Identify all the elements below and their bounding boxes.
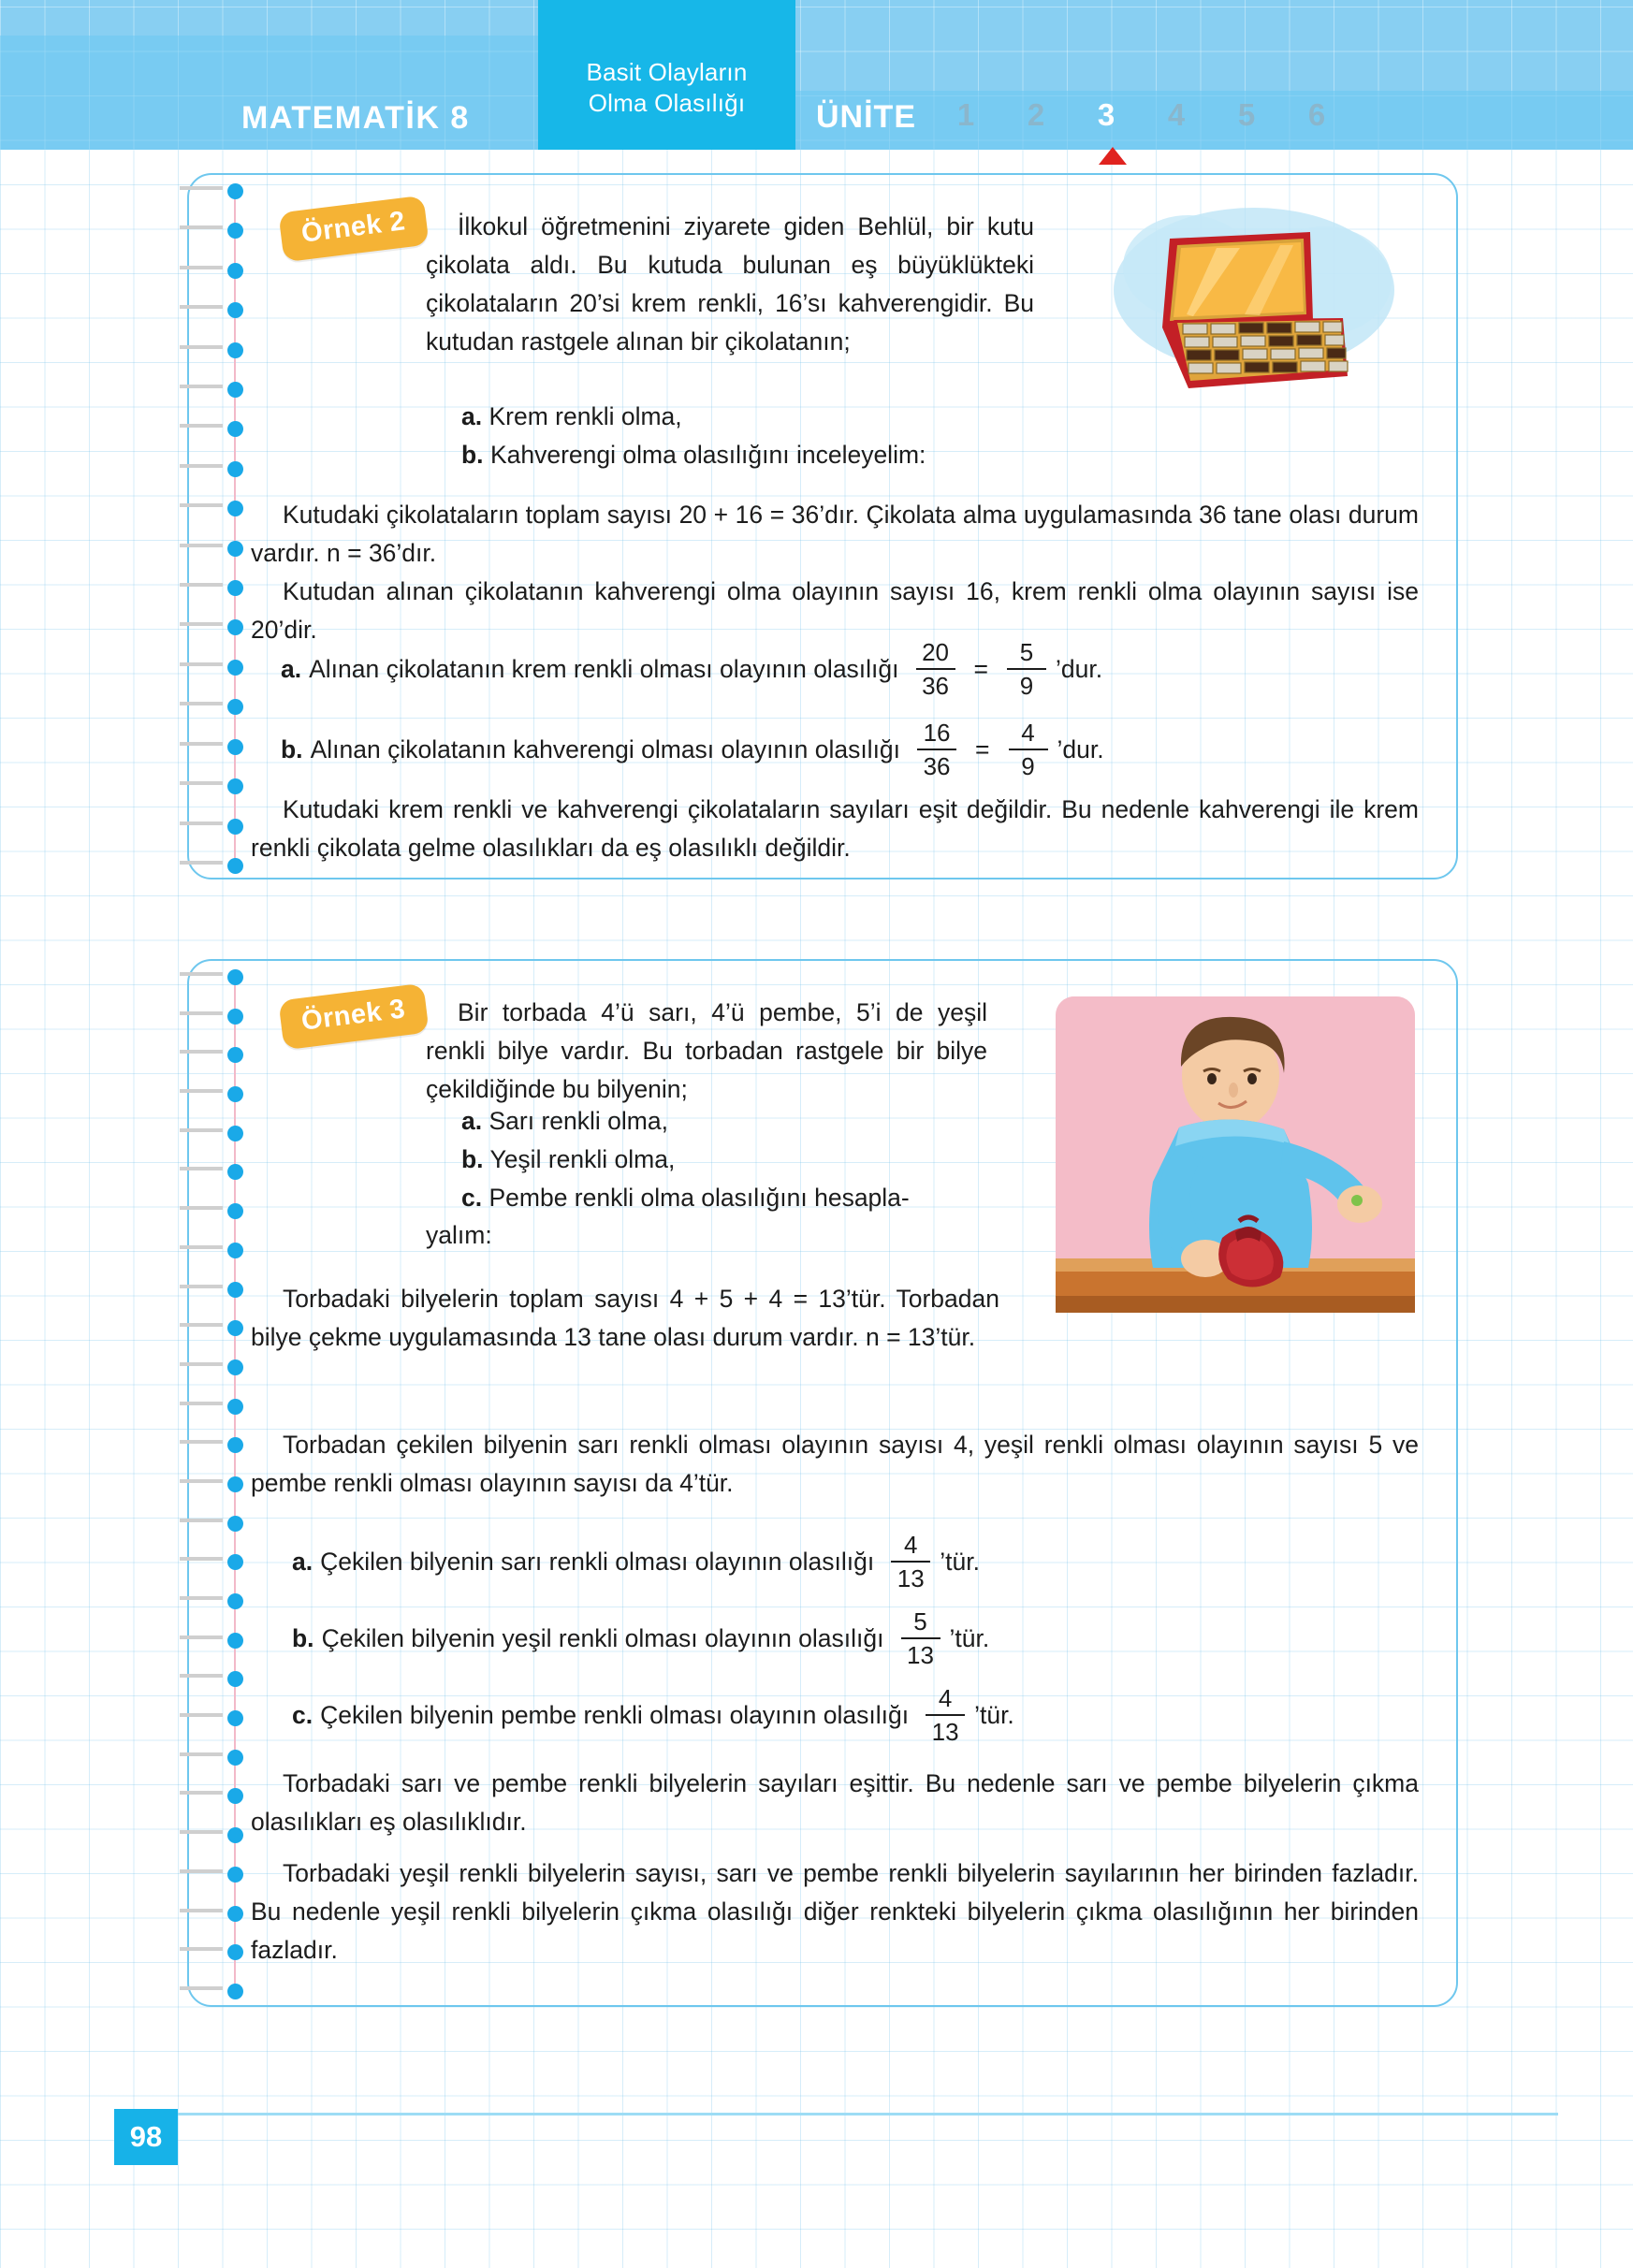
spiral-ring — [180, 1476, 243, 1490]
unit-number-1[interactable]: 1 — [956, 97, 975, 132]
spiral-ring — [180, 1827, 243, 1840]
example-3-paragraph-2 — [251, 1426, 1419, 1503]
spiral-ring — [180, 1009, 243, 1022]
spiral-ring — [180, 1126, 243, 1139]
topic-line-2: Olma Olasılığı — [588, 89, 746, 117]
example-2-answer-a — [281, 640, 1102, 698]
fraction-denominator: 36 — [923, 752, 951, 780]
item-text-c: Pembe renkli olma olasılığını hesapla- — [488, 1184, 910, 1212]
spiral-ring — [180, 302, 243, 315]
spiral-ring — [180, 382, 243, 395]
equals-sign: = — [973, 654, 989, 683]
spiral-ring — [180, 1867, 243, 1880]
answer-tail-a: ’dur. — [1056, 654, 1103, 683]
example-3-paragraph-1 — [251, 1280, 999, 1357]
example-3-answer-a — [292, 1533, 980, 1591]
item-label-b: b. — [461, 1145, 484, 1173]
spiral-ring — [180, 660, 243, 673]
example-3-item-list — [461, 1102, 1023, 1217]
answer-text-c: Çekilen bilyenin pembe renkli olması olayının olasılığı — [320, 1700, 910, 1729]
example-2-item-list — [461, 398, 1042, 474]
spiral-ring — [180, 1554, 243, 1567]
fraction-5-over-9 — [1001, 640, 1052, 698]
example-2-paragraph-2 — [251, 573, 1419, 649]
spiral-ring — [180, 699, 243, 712]
fraction-denominator: 13 — [907, 1641, 934, 1669]
unit-number-5[interactable]: 5 — [1237, 97, 1256, 132]
answer-label-c: c. — [292, 1700, 313, 1729]
example-2-paragraph-1 — [251, 496, 1419, 573]
example-3-answer-b — [292, 1609, 989, 1667]
answer-label-a: a. — [292, 1547, 313, 1576]
item-label-a: a. — [461, 402, 483, 430]
spiral-ring — [180, 969, 243, 982]
spiral-ring — [180, 778, 243, 792]
spiral-ring — [180, 183, 243, 196]
example-2-intro-text: İlkokul öğretmenini ziyarete giden Behlül, bir kutu çikolata aldı. Bu kutuda bulunan eş büyüklükteki çikolataların 20’si krem renkli, 16’sı kahverengidir. Bu kutudan rastgele alınan bir çikolatanın; — [426, 212, 1034, 356]
answer-tail-c: ’tür. — [974, 1700, 1014, 1729]
item-text-a: Krem renkli olma, — [488, 402, 682, 430]
spiral-ring — [180, 1750, 243, 1763]
footer-rule — [178, 2113, 1558, 2115]
spiral-ring — [180, 1788, 243, 1801]
spiral-ring — [180, 1671, 243, 1684]
example-2-intro — [426, 208, 1034, 361]
spiral-ring — [180, 461, 243, 474]
spiral-ring — [180, 541, 243, 554]
spiral-ring — [180, 1164, 243, 1177]
unit-number-2[interactable]: 2 — [1027, 97, 1045, 132]
example-3-closing-1 — [251, 1765, 1419, 1841]
spiral-ring — [180, 1243, 243, 1256]
example-3-item-b — [461, 1141, 1023, 1179]
spiral-ring — [180, 858, 243, 871]
fraction-20-over-36 — [911, 640, 961, 698]
item-text-b: Yeşil renkli olma, — [489, 1145, 676, 1173]
answer-label-b: b. — [281, 734, 303, 763]
answer-text-a: Çekilen bilyenin sarı renkli olması olayının olasılığı — [320, 1547, 875, 1576]
spiral-ring — [180, 819, 243, 832]
fraction-denominator: 36 — [922, 672, 949, 700]
example-3-answer-c — [292, 1686, 1014, 1744]
answer-tail-b: ’tür. — [949, 1623, 990, 1652]
example-3-intro-text: Bir torbada 4’ü sarı, 4’ü pembe, 5’i de yeşil renkli bilye vardır. Bu torbadan rastgele bir bilye çekildiğinde bu bilyenin; — [426, 998, 987, 1103]
topic-line-1: Basit Olayların — [586, 57, 748, 86]
item-text-a: Sarı renkli olma, — [488, 1107, 668, 1135]
chocolate-box-illustration — [1076, 178, 1432, 398]
spiral-ring — [180, 1437, 243, 1450]
fraction-numerator: 5 — [1019, 638, 1034, 666]
example-2-answer-b — [281, 720, 1104, 778]
fraction-4-over-13 — [885, 1533, 936, 1591]
fraction-denominator: 9 — [1019, 672, 1034, 700]
fraction-numerator: 20 — [922, 638, 949, 666]
example-3-paragraph-2-text: Torbadan çekilen bilyenin sarı renkli olması olayının sayısı 4, yeşil renkli olması olayının sayısı 5 ve pembe renkli olması olayının sayısı da 4’tür. — [251, 1431, 1419, 1497]
fraction-4-over-9 — [1003, 720, 1054, 778]
fraction-numerator: 5 — [913, 1607, 927, 1636]
active-unit-marker-icon — [1099, 147, 1127, 165]
spiral-ring — [180, 223, 243, 236]
example-3-item-a — [461, 1102, 1023, 1141]
fraction-5-over-13 — [896, 1609, 946, 1667]
spiral-ring — [180, 1203, 243, 1216]
fraction-numerator: 4 — [938, 1684, 953, 1712]
spiral-ring — [180, 421, 243, 434]
item-label-a: a. — [461, 1107, 483, 1135]
spiral-ring — [180, 580, 243, 593]
answer-tail-b: ’dur. — [1057, 734, 1104, 763]
example-2-paragraph-2-text: Kutudan alınan çikolatanın kahverengi olma olayının sayısı 16, krem renkli olma olayının sayısı ise 20’dir. — [251, 577, 1419, 644]
spiral-ring — [180, 1359, 243, 1373]
example-3-intro — [426, 994, 987, 1109]
spiral-ring — [180, 1906, 243, 1919]
page-header — [0, 0, 1633, 150]
example-3-closing-2 — [251, 1854, 1419, 1970]
example-3-items-tail: yalım: — [426, 1221, 492, 1249]
spiral-ring — [180, 1984, 243, 1997]
example-3-paragraph-1-text: Torbadaki bilyelerin toplam sayısı 4 + 5 + 4 = 13’tür. Torbadan bilye çekme uygulamasında 13 tane olası durum vardır. n = 13’tür. — [251, 1285, 999, 1351]
spiral-ring — [180, 739, 243, 752]
example-2-item-b — [461, 436, 1042, 474]
fraction-4-over-13-second — [920, 1686, 970, 1744]
subject-title: MATEMATİK 8 — [241, 100, 470, 136]
spiral-ring — [180, 1516, 243, 1529]
spiral-ring — [180, 1282, 243, 1295]
spiral-binding-2 — [180, 183, 243, 871]
spiral-ring — [180, 342, 243, 356]
answer-text-b: Alınan çikolatanın kahverengi olması olayının olasılığı — [310, 734, 901, 763]
answer-label-b: b. — [292, 1623, 314, 1652]
spiral-ring — [180, 1710, 243, 1723]
unit-label: ÜNİTE — [816, 99, 916, 135]
spiral-ring — [180, 263, 243, 276]
answer-text-a: Alınan çikolatanın krem renkli olması olayının olasılığı — [309, 654, 899, 683]
item-text-b: Kahverengi olma olasılığını inceleyelim: — [489, 441, 926, 469]
item-label-c: c. — [461, 1184, 483, 1212]
example-3-closing-2-text: Torbadaki yeşil renkli bilyelerin sayısı, sarı ve pembe renkli bilyelerin sayılarının her birinden fazladır. Bu nedenle yeşil renkli bilyelerin çıkma olasılığı diğer renkteki bilyelerin çıkma olasılığının her birinden fazladır. — [251, 1859, 1419, 1964]
fraction-numerator: 4 — [903, 1531, 918, 1559]
example-badge-2: Örnek 2 — [278, 196, 429, 263]
fraction-16-over-36 — [911, 720, 962, 778]
spiral-ring — [180, 1593, 243, 1606]
unit-number-list — [955, 97, 1328, 133]
spiral-ring — [180, 1944, 243, 1957]
example-2-paragraph-1-text: Kutudaki çikolataların toplam sayısı 20 + 16 = 36’dır. Çikolata alma uygulamasında 36 tane olası durum vardır. n = 36’dır. — [251, 501, 1419, 567]
unit-number-6[interactable]: 6 — [1307, 97, 1326, 132]
example-2-item-a — [461, 398, 1042, 436]
answer-text-b: Çekilen bilyenin yeşil renkli olması olayının olasılığı — [321, 1623, 884, 1652]
item-label-b: b. — [461, 441, 484, 469]
example-3-item-c — [461, 1179, 1023, 1217]
fraction-denominator: 13 — [931, 1718, 959, 1746]
spiral-ring — [180, 1399, 243, 1412]
header-topic-block — [538, 0, 795, 150]
fraction-numerator: 16 — [923, 719, 951, 747]
unit-number-4[interactable]: 4 — [1167, 97, 1186, 132]
boy-with-pouch-illustration — [1039, 987, 1432, 1380]
fraction-numerator: 4 — [1021, 719, 1035, 747]
unit-number-3[interactable]: 3 — [1097, 97, 1115, 132]
fraction-denominator: 9 — [1021, 752, 1035, 780]
page-number: 98 — [114, 2109, 178, 2165]
spiral-ring — [180, 619, 243, 632]
answer-tail-a: ’tür. — [940, 1547, 980, 1576]
fraction-denominator: 13 — [897, 1564, 925, 1592]
example-3-closing-1-text: Torbadaki sarı ve pembe renkli bilyelerin sayıları eşittir. Bu nedenle sarı ve pembe bilyelerin çıkma olasılıkları eş olasılıklıdır. — [251, 1769, 1419, 1836]
spiral-ring — [180, 1086, 243, 1099]
spiral-binding-3 — [180, 969, 243, 1997]
spiral-ring — [180, 501, 243, 514]
example-2-closing-text: Kutudaki krem renkli ve kahverengi çikolataların sayıları eşit değildir. Bu nedenle kahverengi ile krem renkli çikolata gelme olasılıkları da eş olasılıklı değildir. — [251, 795, 1419, 862]
example-badge-3: Örnek 3 — [278, 983, 429, 1051]
answer-label-a: a. — [281, 654, 302, 683]
example-2-closing — [251, 791, 1419, 867]
equals-sign: = — [975, 734, 990, 763]
spiral-ring — [180, 1047, 243, 1060]
spiral-ring — [180, 1633, 243, 1646]
spiral-ring — [180, 1320, 243, 1333]
